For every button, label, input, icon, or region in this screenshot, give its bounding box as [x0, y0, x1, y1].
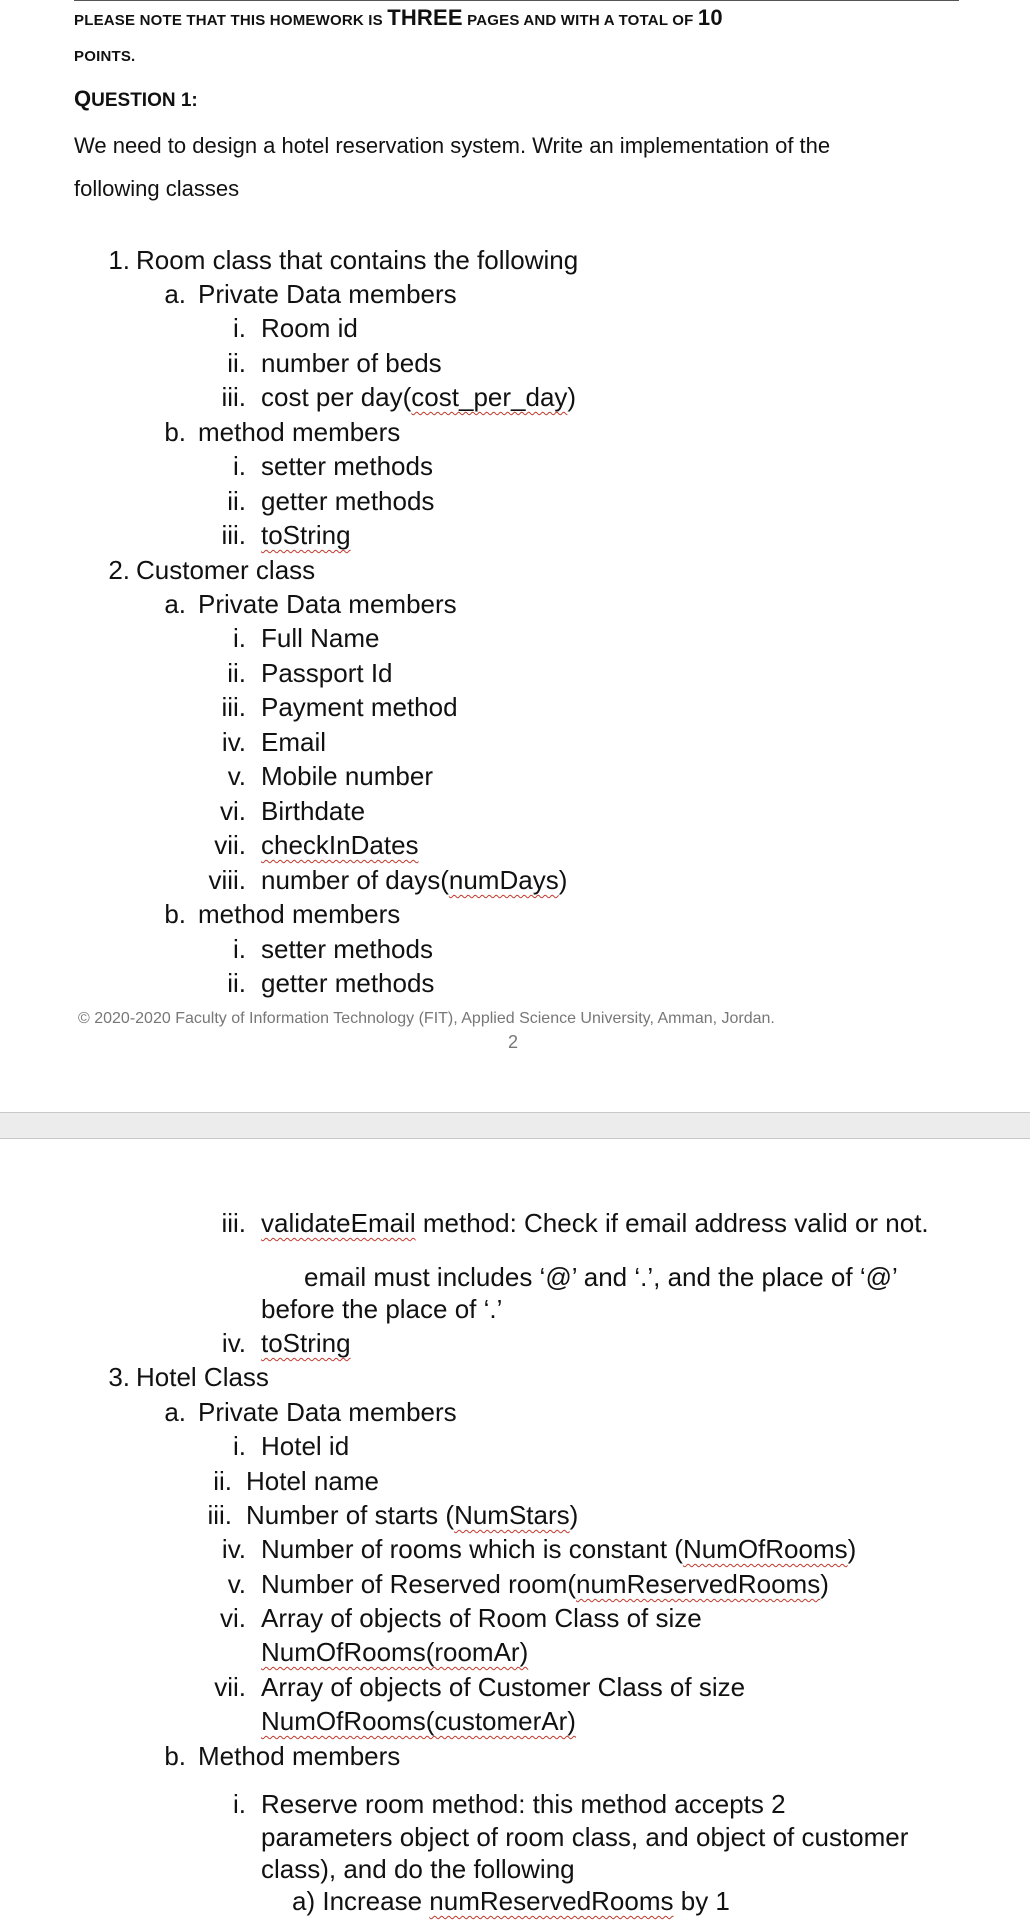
list-text: Array of objects of Customer Class of size — [261, 1672, 746, 1702]
room-array-size-code: NumOfRooms(roomAr) — [261, 1637, 529, 1667]
list-text: number of beds — [261, 348, 442, 378]
list-text: setter methods — [261, 934, 433, 964]
code-identifier: checkInDates — [261, 830, 419, 860]
list-text-after: ) — [569, 1500, 579, 1530]
reserve-sub-item-a — [292, 1886, 730, 1917]
list-number: iii. — [207, 1500, 232, 1530]
list-text: Hotel id — [261, 1431, 350, 1461]
code-identifier: NumStars — [454, 1500, 570, 1530]
list-text: method members — [198, 417, 401, 447]
intro-line-2: following classes — [74, 176, 240, 201]
list-number: ii. — [227, 348, 246, 378]
list-number: iv. — [221, 1328, 246, 1358]
list-number: iii. — [221, 692, 246, 722]
list-number: ii. — [213, 1466, 232, 1496]
list-text: Reserve room method: this method accepts 2 — [261, 1789, 786, 1819]
list-number: i. — [233, 451, 246, 481]
list-number: b. — [164, 1741, 186, 1771]
list-number: vii. — [214, 1672, 246, 1702]
code-identifier: numDays — [448, 865, 559, 895]
list-number: i. — [233, 934, 246, 964]
list-number: b. — [164, 899, 186, 929]
note-text: PLEASE NOTE THAT THIS HOMEWORK IS — [74, 12, 388, 29]
list-text: Hotel Class — [136, 1362, 269, 1392]
list-text: Hotel name — [246, 1466, 379, 1496]
question-rest: UESTION 1: — [91, 90, 198, 111]
page-number: 2 — [508, 1032, 519, 1052]
note-text-2: PAGES AND WITH A TOTAL OF — [462, 12, 698, 29]
list-text: Private Data members — [198, 1397, 457, 1427]
note-points: POINTS. — [74, 48, 136, 65]
list-number: iv. — [221, 727, 246, 757]
validate-detail-line-1: email must includes ‘@’ and ‘.’, and the place of ‘@’ — [304, 1262, 898, 1292]
list-text: cost per day( — [261, 382, 412, 412]
list-number: b. — [164, 417, 186, 447]
list-text: Full Name — [261, 623, 380, 653]
list-text-after: ) — [567, 382, 577, 412]
list-number: v. — [227, 1569, 246, 1599]
list-number: vii. — [214, 830, 246, 860]
list-number: vi. — [220, 796, 246, 826]
list-text-after: ) — [820, 1569, 829, 1599]
list-number: v. — [227, 761, 246, 791]
list-number: ii. — [227, 486, 246, 516]
list-text: Email — [261, 727, 327, 757]
list-number: i. — [233, 313, 246, 343]
list-text: Method members — [198, 1741, 401, 1771]
list-text: Private Data members — [198, 589, 457, 619]
list-number: vi. — [220, 1603, 246, 1633]
list-number: a. — [164, 1397, 186, 1427]
list-number: iv. — [221, 1534, 246, 1564]
list-number: i. — [233, 623, 246, 653]
reserve-line-3: class), and do the following — [261, 1854, 575, 1884]
list-text: Private Data members — [198, 279, 457, 309]
list-number: ii. — [227, 968, 246, 998]
list-number: a. — [164, 279, 186, 309]
list-number: ii. — [227, 658, 246, 688]
document-page-2 — [0, 1138, 1030, 1920]
code-identifier: validateEmail — [261, 1208, 416, 1238]
list-text: getter methods — [261, 968, 435, 998]
code-identifier: numReservedRooms — [576, 1569, 821, 1599]
list-text: setter methods — [261, 451, 433, 481]
list-text: Number of Reserved room( — [261, 1569, 576, 1599]
list-text: method: Check if email address valid or not. — [415, 1208, 929, 1238]
list-text-after: ) — [847, 1534, 857, 1564]
list-text: Number of starts ( — [246, 1500, 455, 1530]
code-identifier: toString — [261, 1328, 351, 1358]
note-three: THREE — [387, 5, 463, 30]
code-identifier: toString — [261, 520, 351, 550]
list-text: method members — [198, 899, 401, 929]
note-ten: 10 — [697, 5, 723, 30]
list-text: Payment method — [261, 692, 458, 722]
list-text: Mobile number — [261, 761, 433, 791]
list-number: viii. — [208, 865, 246, 895]
list-text: Room class that contains the following — [136, 245, 579, 275]
question-initial: Q — [74, 86, 92, 111]
list-text: getter methods — [261, 486, 435, 516]
list-text-after: by 1 — [673, 1886, 730, 1916]
code-identifier: numReservedRooms — [429, 1886, 674, 1916]
list-text: Birthdate — [261, 796, 366, 826]
validate-detail-line-2: before the place of ‘.’ — [261, 1294, 503, 1324]
list-text-after: ) — [558, 865, 568, 895]
customer-array-size-code: NumOfRooms(customerAr) — [261, 1706, 576, 1736]
list-number: iii. — [221, 520, 246, 550]
list-number: i. — [233, 1789, 246, 1819]
list-number: a. — [164, 589, 186, 619]
list-number: 2. — [108, 555, 130, 585]
list-number: i. — [233, 1431, 246, 1461]
question-heading — [74, 86, 198, 112]
top-rule — [74, 0, 959, 1]
intro-line-1: We need to design a hotel reservation system. Write an implementation of the — [74, 133, 831, 158]
list-number: 3. — [108, 1362, 130, 1392]
code-identifier: NumOfRooms — [682, 1534, 848, 1564]
list-number: 1. — [108, 245, 130, 275]
list-text: Customer class — [136, 555, 316, 585]
list-text: Passport Id — [261, 658, 393, 688]
list-text: Number of rooms which is constant ( — [261, 1534, 683, 1564]
code-identifier: cost_per_day — [411, 382, 568, 412]
list-number: iii. — [221, 1208, 246, 1238]
list-text: Array of objects of Room Class of size — [261, 1603, 702, 1633]
homework-note — [74, 5, 723, 31]
list-number: iii. — [221, 382, 246, 412]
list-text: a) Increase — [292, 1886, 430, 1916]
page-footer: © 2020-2020 Faculty of Information Technology (FIT), Applied Science University, Amman, Jordan. — [78, 1010, 775, 1027]
list-text: number of days( — [261, 865, 449, 895]
reserve-line-2: parameters object of room class, and object of customer — [261, 1822, 909, 1852]
list-text: Room id — [261, 313, 358, 343]
